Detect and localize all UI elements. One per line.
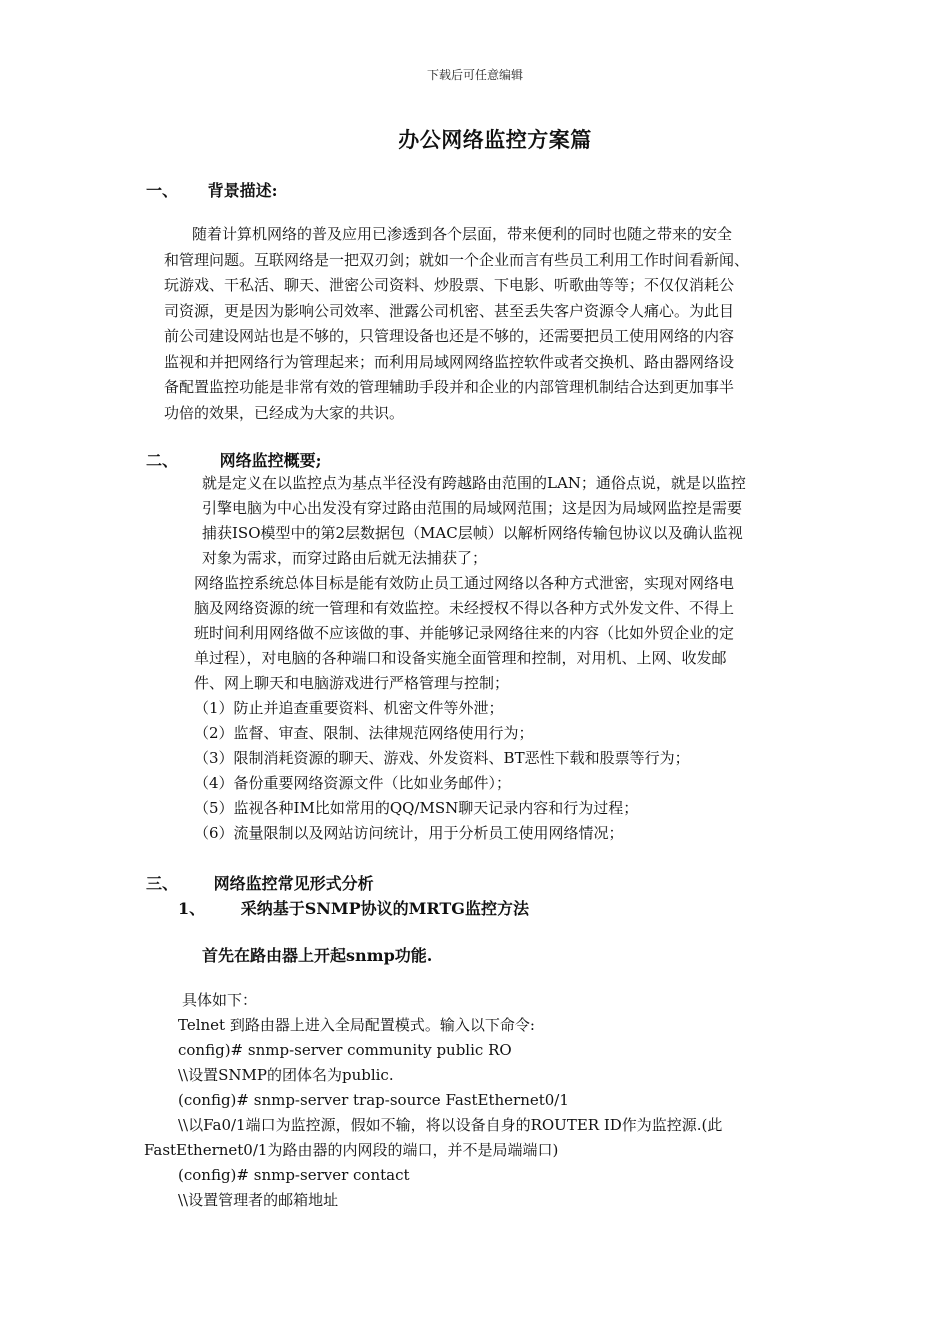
section3-number: 三、 (146, 874, 179, 893)
section1-line: 玩游戏、干私活、聊天、泄密公司资料、炒股票、下电影、听歌曲等等；不仅仅消耗公 (164, 276, 735, 294)
section3-line: (config)# snmp-server contact (178, 1166, 410, 1184)
section3-line: config)# snmp-server community public RO (178, 1041, 512, 1059)
section3-sub-number: 1、 (178, 899, 206, 918)
section3-subheading (178, 896, 529, 919)
section2-para1-line: 引擎电脑为中心出发没有穿过路由范围的局域网范围；这是因为局域网监控是需要 (202, 499, 743, 517)
section2-list-item: （2）监督、审查、限制、法律规范网络使用行为； (194, 724, 534, 742)
section1-heading (146, 178, 278, 201)
section3-title: 网络监控常见形式分析 (213, 874, 374, 893)
section2-para2-line: 件、网上聊天和电脑游戏进行严格管理与控制； (194, 674, 510, 692)
section2-heading (146, 448, 322, 471)
section2-list-item: （3）限制消耗资源的聊天、游戏、外发资料、BT恶性下载和股票等行为； (194, 749, 690, 767)
section3-line: \\设置管理者的邮箱地址 (178, 1191, 339, 1209)
header-note: 下载后可任意编辑 (426, 68, 523, 82)
section2-list-item: （5）监视各种IM比如常用的QQ/MSN聊天记录内容和行为过程； (194, 799, 639, 817)
section3-line: \\设置SNMP的团体名为public. (178, 1066, 394, 1084)
document-title: 办公网络监控方案篇 (398, 127, 592, 152)
section1-title: 背景描述: (207, 181, 278, 200)
section2-para2-line: 单过程），对电脑的各种端口和设备实施全面管理和控制，对用机、上网、收发邮 (194, 649, 727, 667)
section2-para2-line: 脑及网络资源的统一管理和有效监控。未经授权不得以各种方式外发文件、不得上 (194, 599, 735, 617)
section3-step-heading: 首先在路由器上开起snmp功能. (202, 946, 433, 965)
section2-para1-line: 对象为需求，而穿过路由后就无法捕获了； (202, 549, 488, 567)
section1-line: 备配置监控功能是非常有效的管理辅助手段并和企业的内部管理机制结合达到更加事半 (164, 378, 735, 396)
section3-line: \\以Fa0/1端口为监控源，假如不输，将以设备自身的ROUTER ID作为监控源.(此 (178, 1116, 723, 1134)
section2-list-item: （4）备份重要网络资源文件（比如业务邮件）； (194, 774, 512, 792)
section1-line: 前公司建设网站也是不够的，只管理设备也还是不够的，还需要把员工使用网络的内容 (164, 327, 735, 345)
section2-para2-line: 班时间利用网络做不应该做的事、并能够记录网络往来的内容（比如外贸企业的定 (194, 624, 735, 642)
section3-heading (146, 871, 374, 894)
section2-para2-line: 网络监控系统总体目标是能有效防止员工通过网络以各种方式泄密，实现对网络电 (194, 574, 735, 592)
section3-line: 具体如下： (182, 991, 258, 1009)
section1-number: 一、 (146, 181, 179, 200)
section1-line: 功倍的效果，已经成为大家的共识。 (164, 404, 405, 422)
section2-para1-line: 捕获ISO模型中的第2层数据包（MAC层帧）以解析网络传输包协议以及确认监视 (202, 524, 743, 542)
section2-list-item: （1）防止并追查重要资料、机密文件等外泄； (194, 699, 504, 717)
section1-line: 随着计算机网络的普及应用已渗透到各个层面，带来便利的同时也随之带来的安全 (192, 225, 733, 243)
section3-line: FastEthernet0/1为路由器的内网段的端口，并不是局端端口) (144, 1141, 559, 1159)
section3-line: (config)# snmp-server trap-source FastEthernet0/1 (178, 1091, 569, 1109)
section3-sub-title: 采纳基于SNMP协议的MRTG监控方法 (240, 899, 529, 918)
section2-title: 网络监控概要; (219, 451, 322, 470)
section1-line: 监视和并把网络行为管理起来；而利用局域网网络监控软件或者交换机、路由器网络设 (164, 353, 735, 371)
section2-number: 二、 (146, 451, 179, 470)
section2-para1-line: 就是定义在以监控点为基点半径没有跨越路由范围的LAN；通俗点说，就是以监控 (202, 474, 746, 492)
section1-line: 和管理问题。互联网络是一把双刃剑；就如一个企业而言有些员工利用工作时间看新闻、 (164, 251, 750, 269)
section1-line: 司资源，更是因为影响公司效率、泄露公司机密、甚至丢失客户资源令人痛心。为此目 (164, 302, 735, 320)
section3-line: Telnet 到路由器上进入全局配置模式。输入以下命令: (178, 1016, 535, 1034)
section2-list-item: （6）流量限制以及网站访问统计，用于分析员工使用网络情况； (194, 824, 624, 842)
